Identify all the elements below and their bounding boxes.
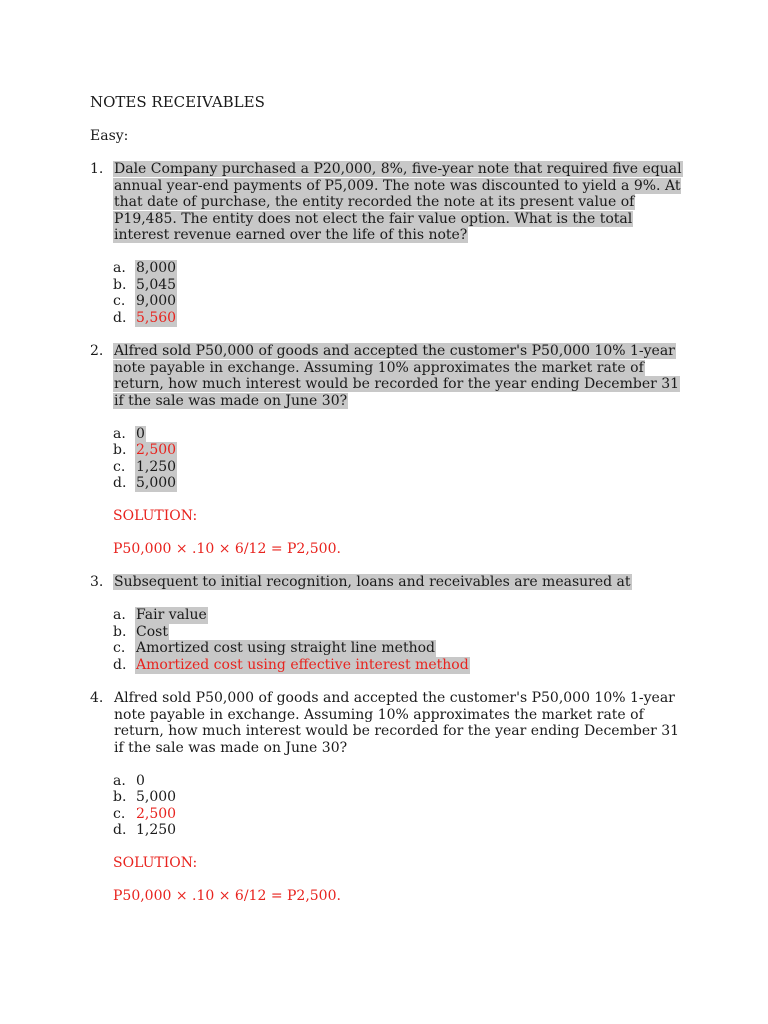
solution-text: P50,000 × .10 × 6/12 = P2,500. — [113, 541, 341, 557]
option-letter: d. — [113, 657, 127, 673]
question-line: annual year-end payments of P5,009. The note was discounted to yield a 9%. At — [114, 177, 681, 194]
question-line: note payable in exchange. Assuming 10% approximates the market rate of — [114, 706, 644, 723]
option-letter: d. — [113, 310, 127, 326]
option-text: 9,000 — [136, 293, 177, 309]
option-text: Fair value — [136, 607, 207, 623]
option-letter: d. — [113, 822, 127, 838]
question-line: note payable in exchange. Assuming 10% approximates the market rate of — [114, 359, 644, 376]
question-line: Dale Company purchased a P20,000, 8%, five-year note that required five equal — [114, 161, 682, 177]
section-label: Easy: — [90, 128, 129, 144]
option-text: Amortized cost using effective interest method — [136, 657, 469, 673]
solution-label: SOLUTION: — [113, 855, 198, 871]
question-text — [113, 574, 693, 591]
option-text: 1,250 — [136, 459, 177, 475]
question-line: return, how much interest would be recorded for the year ending December 31 — [114, 376, 680, 393]
option-text: 5,000 — [136, 475, 177, 491]
option-letter: c. — [113, 293, 126, 309]
question-line: P19,485. The entity does not elect the fair value option. What is the total — [114, 210, 633, 227]
option-text: 5,560 — [136, 310, 177, 326]
question-line: return, how much interest would be recorded for the year ending December 31 — [114, 723, 680, 740]
option-text: 2,500 — [136, 806, 177, 822]
question-line: that date of purchase, the entity recorded the note at its present value of — [114, 194, 635, 211]
option-text: 0 — [136, 426, 145, 442]
solution-label: SOLUTION: — [113, 508, 198, 524]
option-letter: c. — [113, 806, 126, 822]
page-title: NOTES RECEIVABLES — [90, 93, 265, 111]
option-letter: b. — [113, 277, 127, 293]
option-letter: c. — [113, 459, 126, 475]
question-line: Subsequent to initial recognition, loans and receivables are measured at — [114, 574, 631, 590]
option-letter: a. — [113, 607, 126, 623]
option-text: 1,250 — [136, 822, 177, 838]
option-text: 8,000 — [136, 260, 177, 276]
question-line: interest revenue earned over the life of this note? — [114, 227, 468, 244]
question-line: if the sale was made on June 30? — [114, 392, 348, 409]
option-text: 2,500 — [136, 442, 177, 458]
question-line: Alfred sold P50,000 of goods and accepted the customer's P50,000 10% 1-year — [114, 690, 675, 706]
question-text — [113, 690, 693, 756]
question-line: if the sale was made on June 30? — [114, 739, 348, 756]
option-letter: c. — [113, 640, 126, 656]
solution-text: P50,000 × .10 × 6/12 = P2,500. — [113, 888, 341, 904]
option-letter: a. — [113, 773, 126, 789]
option-text: 0 — [136, 773, 145, 789]
option-letter: b. — [113, 789, 127, 805]
question-number: 2. — [90, 343, 104, 359]
question-number: 1. — [90, 161, 104, 177]
option-letter: a. — [113, 260, 126, 276]
option-text: Cost — [136, 624, 168, 640]
option-text: 5,000 — [136, 789, 177, 805]
question-line: Alfred sold P50,000 of goods and accepted the customer's P50,000 10% 1-year — [114, 343, 675, 359]
option-text: Amortized cost using straight line method — [136, 640, 436, 656]
option-letter: b. — [113, 442, 127, 458]
question-number: 4. — [90, 690, 104, 706]
option-text: 5,045 — [136, 277, 177, 293]
option-letter: b. — [113, 624, 127, 640]
question-text — [113, 343, 693, 409]
option-letter: a. — [113, 426, 126, 442]
option-letter: d. — [113, 475, 127, 491]
question-text — [113, 161, 693, 244]
question-number: 3. — [90, 574, 104, 590]
